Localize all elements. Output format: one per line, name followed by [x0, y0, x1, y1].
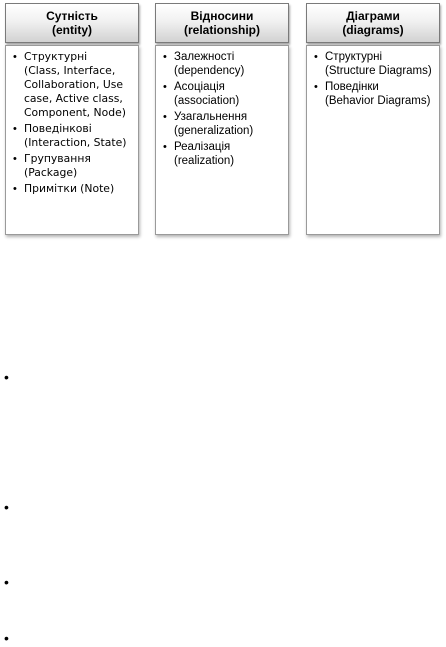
item-label: Структурні: [24, 50, 88, 63]
column-relationship: [155, 3, 289, 167]
bullet-icon: •: [163, 141, 167, 153]
item-list: [311, 50, 435, 108]
item-detail: (association): [174, 95, 240, 107]
list-item: [10, 50, 134, 120]
item-label: Поведінки: [325, 81, 379, 93]
list-item: [311, 50, 435, 78]
column-body: [306, 45, 440, 235]
list-item: [160, 110, 284, 138]
list-item: [160, 80, 284, 108]
item-detail: (Package): [24, 166, 78, 179]
column-header: [5, 3, 139, 43]
column-body: [5, 45, 139, 235]
bullet-icon: •: [13, 51, 17, 63]
item-detail: (generalization): [174, 125, 254, 137]
list-item: [10, 182, 134, 196]
column-title: Відносини: [190, 9, 254, 23]
column-title: Сутність: [46, 9, 98, 23]
column-diagrams: [306, 3, 440, 107]
item-label: Примітки: [24, 182, 77, 195]
item-detail: (realization): [174, 155, 235, 167]
item-list: [160, 50, 284, 168]
bullet-icon: •: [13, 123, 17, 135]
item-label: Групування: [24, 152, 91, 165]
bullet-icon: •: [4, 574, 9, 590]
item-detail: (Behavior Diagrams): [325, 95, 431, 107]
bullet-icon: •: [4, 369, 9, 385]
bullet-icon: •: [13, 183, 17, 195]
item-label: Асоціація: [174, 81, 225, 93]
item-label: Реалізація: [174, 141, 231, 153]
item-detail: (Note): [80, 182, 115, 195]
item-label: Поведінкові: [24, 122, 92, 135]
item-label: Залежності: [174, 51, 235, 63]
bullet-icon: •: [314, 51, 318, 63]
bullet-icon: •: [4, 499, 9, 515]
bullet-icon: •: [163, 51, 167, 63]
column-subtitle: (diagrams): [342, 23, 404, 37]
item-detail: (Class, Interface, Collaboration, Use case, Active class, Component, Node): [24, 64, 126, 119]
bullet-icon: •: [163, 111, 167, 123]
item-label: Структурні: [325, 51, 383, 63]
bullet-icon: •: [163, 81, 167, 93]
list-item: [10, 152, 134, 180]
column-title: Діаграми: [346, 9, 400, 23]
item-detail: (Interaction, State): [24, 136, 127, 149]
list-item: [160, 50, 284, 78]
item-detail: (dependency): [174, 65, 245, 77]
item-label: Узагальнення: [174, 111, 248, 123]
column-body: [155, 45, 289, 235]
column-subtitle: (relationship): [183, 23, 260, 37]
column-header: [306, 3, 440, 43]
bullet-icon: •: [13, 153, 17, 165]
bullet-icon: •: [314, 81, 318, 93]
column-header: [155, 3, 289, 43]
list-item: [10, 122, 134, 150]
list-item: [311, 80, 435, 108]
item-detail: (Structure Diagrams): [325, 65, 432, 77]
column-subtitle: (entity): [52, 23, 92, 37]
bullet-icon: •: [4, 630, 9, 646]
list-item: [160, 140, 284, 168]
item-list: [10, 50, 134, 196]
column-entity: [5, 3, 139, 195]
